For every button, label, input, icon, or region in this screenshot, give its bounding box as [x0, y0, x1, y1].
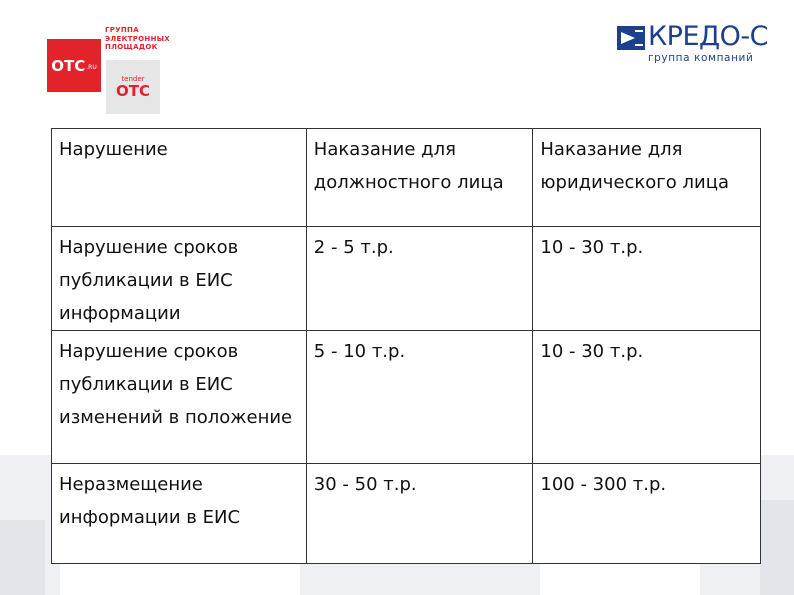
legal-penalty-cell: 10 - 30 т.р.	[533, 331, 761, 464]
otc-tender-big: OTC	[116, 82, 150, 100]
otc-logo-suffix: .RU	[86, 64, 97, 71]
otc-caption: ГРУППА ЭЛЕКТРОННЫХ ПЛОЩАДОК	[105, 26, 170, 51]
kredo-logo-name: КРЕДО-С	[648, 21, 768, 52]
kredo-logo-subtitle: группа компаний	[648, 52, 754, 64]
official-penalty-cell: 5 - 10 т.р.	[306, 331, 533, 464]
otc-logo-text: OTC	[51, 56, 86, 75]
violation-cell: Нарушение сроков публикации в ЕИС изменений в положение	[52, 331, 307, 464]
table-row	[52, 464, 761, 564]
official-penalty-cell: 2 - 5 т.р.	[306, 227, 533, 331]
legal-penalty-cell: 10 - 30 т.р.	[533, 227, 761, 331]
legal-penalty-cell: 100 - 300 т.р.	[533, 464, 761, 564]
table-header-row	[52, 129, 761, 227]
table-row	[52, 227, 761, 331]
table-row	[52, 331, 761, 464]
header-cell-official: Наказание для должностного лица	[306, 129, 533, 227]
kredo-logo-icon	[617, 26, 645, 50]
violation-cell: Неразмещение информации в ЕИС	[52, 464, 307, 564]
official-penalty-cell: 30 - 50 т.р.	[306, 464, 533, 564]
header-cell-violation: Нарушение	[52, 129, 307, 227]
background-block	[0, 520, 45, 595]
penalty-table	[51, 128, 761, 564]
otc-tender-small: tender	[121, 75, 145, 83]
background-block	[760, 500, 794, 595]
violation-cell: Нарушение сроков публикации в ЕИС информации	[52, 227, 307, 331]
otc-logo	[47, 39, 101, 92]
header-cell-legal-entity: Наказание для юридического лица	[533, 129, 761, 227]
otc-tender-logo	[106, 60, 160, 114]
